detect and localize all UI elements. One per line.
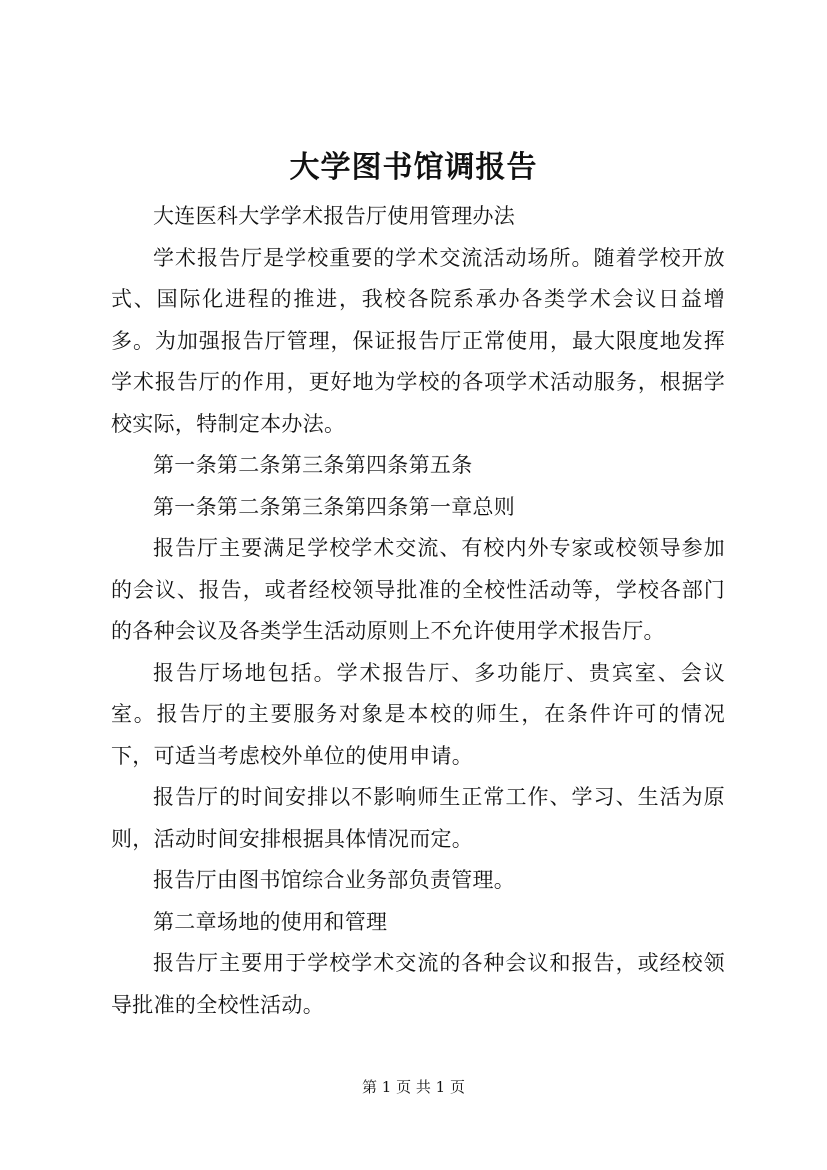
paragraph: 报告厅由图书馆综合业务部负责管理。 xyxy=(153,868,516,892)
paragraph: 第一条第二条第三条第四条第一章总则 xyxy=(153,494,516,519)
document-title: 大学图书馆调报告 xyxy=(289,150,538,185)
paragraph: 报告厅主要用于学校学术交流的各种会议和报告，或经校领导批准的全校性活动。 xyxy=(111,951,725,1017)
paragraph-heading: 大连医科大学学术报告厅使用管理办法 xyxy=(153,204,516,228)
paragraph: 第一条第二条第三条第四条第五条 xyxy=(153,453,473,477)
page-footer: 第 1 页 共 1 页 xyxy=(362,1078,465,1096)
paragraph: 报告厅场地包括。学术报告厅、多功能厅、贵宾室、会议室。报告厅的主要服务对象是本校的师生，在条件许可的情况下，可适当考虑校外单位的使用申请。 xyxy=(111,660,725,768)
paragraph: 报告厅主要满足学校学术交流、有校内外专家或校领导参加的会议、报告，或者经校领导批准的全校性活动等，学校各部门的各种会议及各类学生活动原则上不允许使用学术报告厅。 xyxy=(111,536,725,643)
document-body xyxy=(111,196,725,1026)
paragraph: 学术报告厅是学校重要的学术交流活动场所。随着学校开放式、国际化进程的推进，我校各院系承办各类学术会议日益增多。为加强报告厅管理，保证报告厅正常使用，最大限度地发挥学术报告厅的作用，更好地为学校的各项学术活动服务，根据学校实际，特制定本办法。 xyxy=(111,245,725,436)
paragraph: 报告厅的时间安排以不影响师生正常工作、学习、生活为原则，活动时间安排根据具体情况而定。 xyxy=(111,785,725,851)
paragraph: 第二章场地的使用和管理 xyxy=(153,909,388,934)
